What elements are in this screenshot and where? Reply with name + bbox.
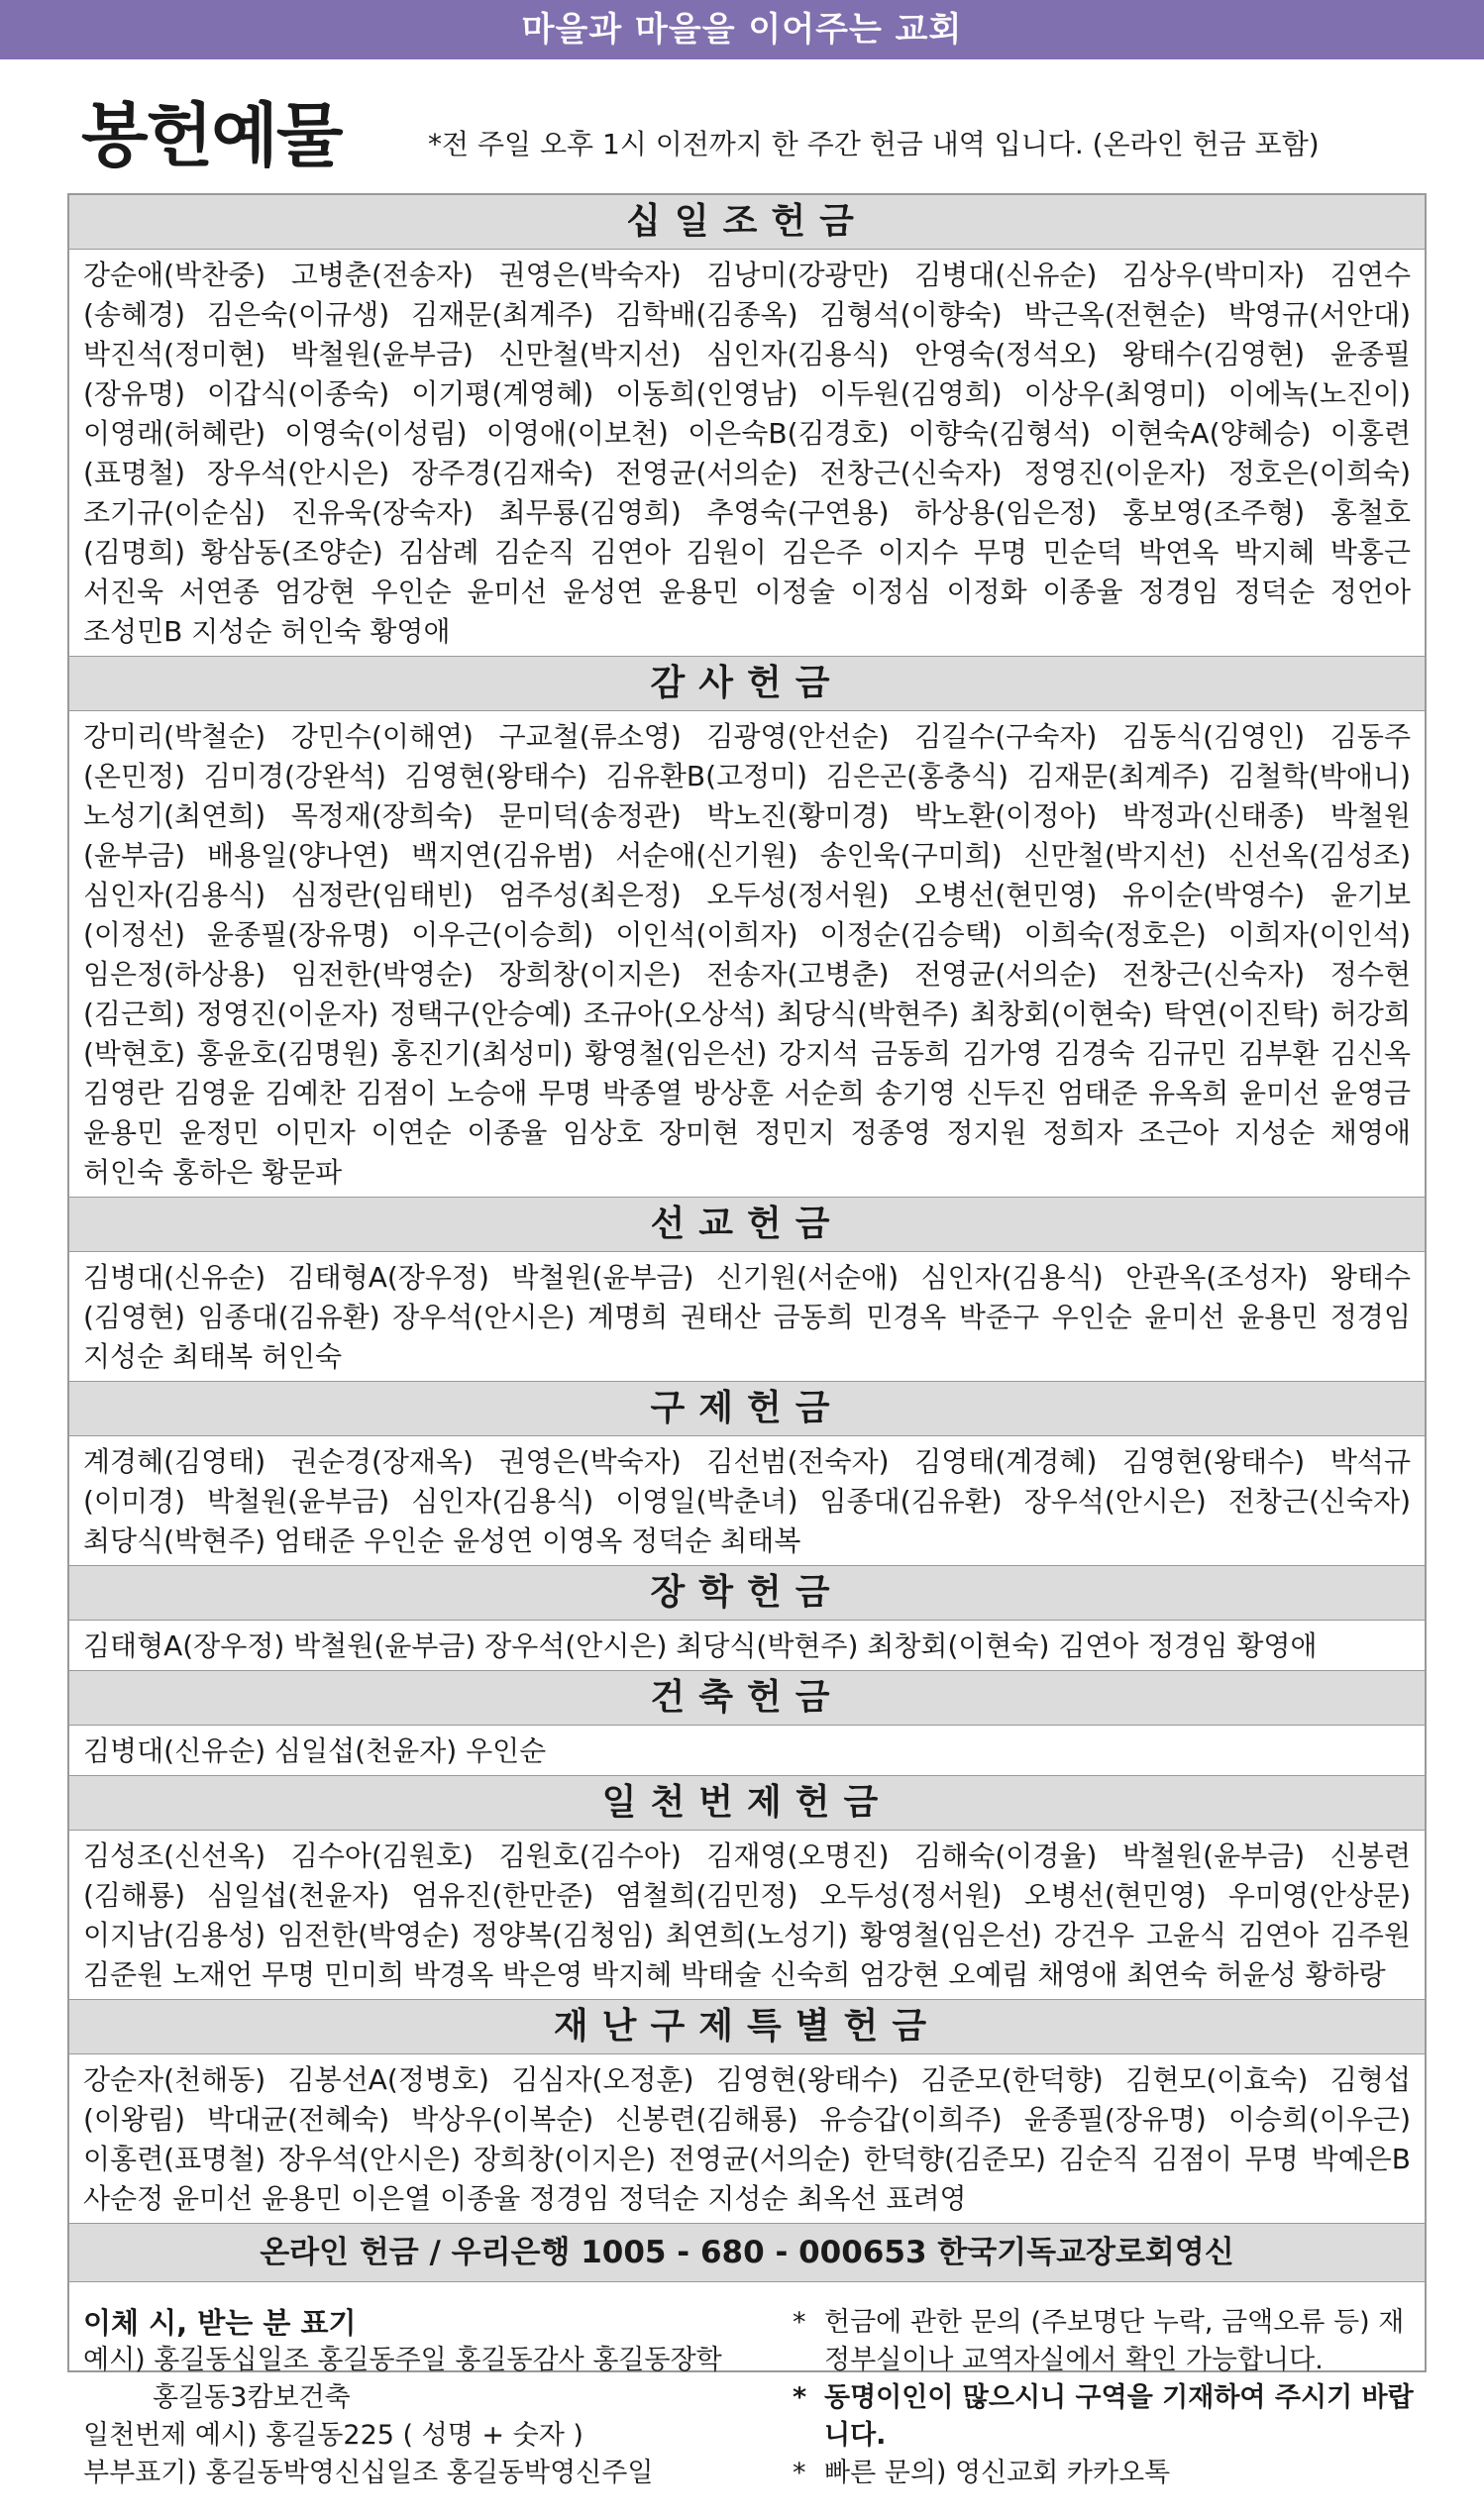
top-banner: 마을과 마을을 이어주는 교회: [0, 0, 1484, 59]
section-thanksgiving: [69, 657, 1425, 1198]
section-title: 재난구제특별헌금: [69, 2000, 1425, 2054]
notes: [793, 2304, 1417, 2492]
section-title: 일천번제헌금: [69, 1776, 1425, 1831]
section-names: 김성조(신선옥) 김수아(김원호) 김원호(김수아) 김재영(오명진) 김해숙(이경율) 박철원(윤부금) 신봉련(김해룡) 심일섭(천윤자) 엄유진(한만준) 염철희(김민정) 오두성(정서원) 오병선(현민영) 우미영(안상문) 이지남(김용성) 임전한(박영순) 정양복(김청임) 최연희(노성기) 황영철(임은선) 강건우 고윤식 김연아 김주원 김준원 노재언 무명 민미희 박경옥 박은영 박지혜 박태술 신숙희 엄강현 오예림 채영애 최연숙 허윤성 황하랑: [69, 1831, 1425, 2000]
note-text: 동명이인이 많으시니 구역을 기재하여 주시기 바랍니다.: [824, 2382, 1414, 2451]
section-relief: [69, 1382, 1425, 1566]
section-title: 건축헌금: [69, 1671, 1425, 1726]
transfer-instructions: [83, 2304, 836, 2492]
section-title: 감사헌금: [69, 657, 1425, 711]
section-names: 강순자(천해동) 김봉선A(정병호) 김심자(오정훈) 김영현(왕태수) 김준모(한덕향) 김현모(이효숙) 김형섭(이왕림) 박대균(전혜숙) 박상우(이복순) 신봉련(김해룡) 유승갑(이희주) 윤종필(장유명) 이승희(이우근) 이홍련(표명철) 장우석(안시은) 장희창(이지은) 전영균(서의순) 한덕향(김준모) 김순직 김점이 무명 박예은B 사순정 윤미선 윤용민 이은열 이종율 정경임 정덕순 지성순 최옥선 표려영: [69, 2054, 1425, 2224]
section-names: 김태형A(장우정) 박철원(윤부금) 장우석(안시은) 최당식(박현주) 최창회(이현숙) 김연아 정경임 황영애: [69, 1621, 1425, 1671]
transfer-example-cont: 홍길동3캄보건축: [153, 2382, 351, 2413]
section-title: 장학헌금: [69, 1566, 1425, 1621]
transfer-heading: 이체 시, 받는 분 표기: [83, 2306, 357, 2340]
note-kakaotalk: [793, 2455, 1417, 2492]
section-names: 계경혜(김영태) 권순경(장재옥) 권영은(박숙자) 김선범(전숙자) 김영태(계경혜) 김영현(왕태수) 박석규(이미경) 박철원(윤부금) 심인자(김용식) 이영일(박춘녀) 임종대(김유환) 장우석(안시은) 전창근(신숙자) 최당식(박현주) 엄태준 우인순 윤성연 이영옥 정덕순 최태복: [69, 1436, 1425, 1566]
transfer-example: 예시) 홍길동십일조 홍길동주일 홍길동감사 홍길동장학: [83, 2345, 722, 2375]
section-thousand-offerings: [69, 1776, 1425, 2000]
section-mission: [69, 1198, 1425, 1382]
notice-text: *전 주일 오후 1시 이전까지 한 주간 헌금 내역 입니다. (온라인 헌금 포함): [428, 128, 1320, 160]
section-names: 김병대(신유순) 김태형A(장우정) 박철원(윤부금) 신기원(서순애) 심인자(김용식) 안관옥(조성자) 왕태수(김영현) 임종대(김유환) 장우석(안시은) 계명희 권태산 금동희 민경옥 박준구 우인순 윤미선 윤용민 정경임 지성순 최태복 허인숙: [69, 1252, 1425, 1382]
section-disaster-relief: [69, 2000, 1425, 2224]
page-title: 봉헌예물: [81, 95, 342, 176]
thousand-offering-example: 일천번제 예시) 홍길동225 ( 성명 + 숫자 ): [83, 2420, 583, 2451]
section-title: 구제헌금: [69, 1382, 1425, 1436]
section-tithe: [69, 195, 1425, 657]
asterisk: *: [793, 2307, 806, 2338]
info-area: [69, 2282, 1425, 2520]
online-offering-account: 온라인 헌금 / 우리은행 1005 - 680 - 000653 한국기독교장로회영신: [69, 2224, 1425, 2282]
section-names: 강순애(박찬중) 고병춘(전송자) 권영은(박숙자) 김낭미(강광만) 김병대(신유순) 김상우(박미자) 김연수(송혜경) 김은숙(이규생) 김재문(최계주) 김학배(김종옥) 김형석(이향숙) 박근옥(전현순) 박영규(서안대) 박진석(정미현) 박철원(윤부금) 신만철(박지선) 심인자(김용식) 안영숙(정석오) 왕태수(김영현) 윤종필(장유명) 이갑식(이종숙) 이기평(계영혜) 이동희(인영남) 이두원(김영희) 이상우(최영미) 이에녹(노진이) 이영래(허혜란) 이영숙(이성림) 이영애(이보천) 이은숙B(김경호) 이향숙(김형석) 이현숙A(양혜승) 이홍련(표명철) 장우석(안시은) 장주경(김재숙) 전영균(서의순) 전창근(신숙자) 정영진(이운자) 정호은(이희숙) 조기규(이순심) 진유욱(장숙자) 최무룡(김영희) 추영숙(구연용) 하상용(임은정) 홍보영(조주형) 홍철호(김명희) 황삼동(조양순) 김삼례 김순직 김연아 김원이 김은주 이지수 무명 민순덕 박연옥 박지혜 박홍근 서진욱 서연종 엄강현 우인순 윤미선 윤성연 윤용민 이정술 이정심 이정화 이종율 정경임 정덕순 정언아 조성민B 지성순 허인숙 황영애: [69, 250, 1425, 657]
asterisk: *: [793, 2382, 807, 2413]
section-names: 강미리(박철순) 강민수(이해연) 구교철(류소영) 김광영(안선순) 김길수(구숙자) 김동식(김영인) 김동주(온민정) 김미경(강완석) 김영현(왕태수) 김유환B(고정미) 김은곤(홍충식) 김재문(최계주) 김철학(박애니) 노성기(최연희) 목정재(장희숙) 문미덕(송정관) 박노진(황미경) 박노환(이정아) 박정과(신태종) 박철원(윤부금) 배용일(양나연) 백지연(김유범) 서순애(신기원) 송인욱(구미희) 신만철(박지선) 신선옥(김성조) 심인자(김용식) 심정란(임태빈) 엄주성(최은정) 오두성(정서원) 오병선(현민영) 유이순(박영수) 윤기보(이정선) 윤종필(장유명) 이우근(이승희) 이인석(이희자) 이정순(김승택) 이희숙(정호은) 이희자(이인석) 임은정(하상용) 임전한(박영순) 장희창(이지은) 전송자(고병춘) 전영균(서의순) 전창근(신숙자) 정수현(김근희) 정영진(이운자) 정택구(안승예) 조규아(오상석) 최당식(박현주) 최창회(이현숙) 탁연(이진탁) 허강희(박현호) 홍윤호(김명원) 홍진기(최성미) 황영철(임은선) 강지석 금동희 김가영 김경숙 김규민 김부환 김신옥 김영란 김영윤 김예찬 김점이 노승애 무명 박종열 방상훈 서순희 송기영 신두진 엄태준 유옥희 윤미선 윤영금 윤용민 윤정민 이민자 이연순 이종율 임상호 장미현 정민지 정종영 정지원 정희자 조근아 지성순 채영애 허인숙 홍하은 황문파: [69, 711, 1425, 1198]
note-text: 빠른 문의) 영신교회 카카오톡: [824, 2458, 1171, 2488]
couple-example: 부부표기) 홍길동박영신십일조 홍길동박영신주일: [83, 2458, 654, 2488]
section-building: [69, 1671, 1425, 1776]
section-scholarship: [69, 1566, 1425, 1671]
note-text: 헌금에 관한 문의 (주보명단 누락, 금액오류 등) 재정부실이나 교역자실에서 확인 가능합니다.: [824, 2307, 1405, 2375]
section-names: 김병대(신유순) 심일섭(천윤자) 우인순: [69, 1726, 1425, 1776]
note-inquiry: [793, 2304, 1417, 2379]
note-same-name: [793, 2379, 1417, 2455]
section-title: 십일조헌금: [69, 195, 1425, 250]
offering-table: [67, 193, 1427, 2488]
section-title: 선교헌금: [69, 1198, 1425, 1252]
asterisk: *: [793, 2458, 806, 2488]
